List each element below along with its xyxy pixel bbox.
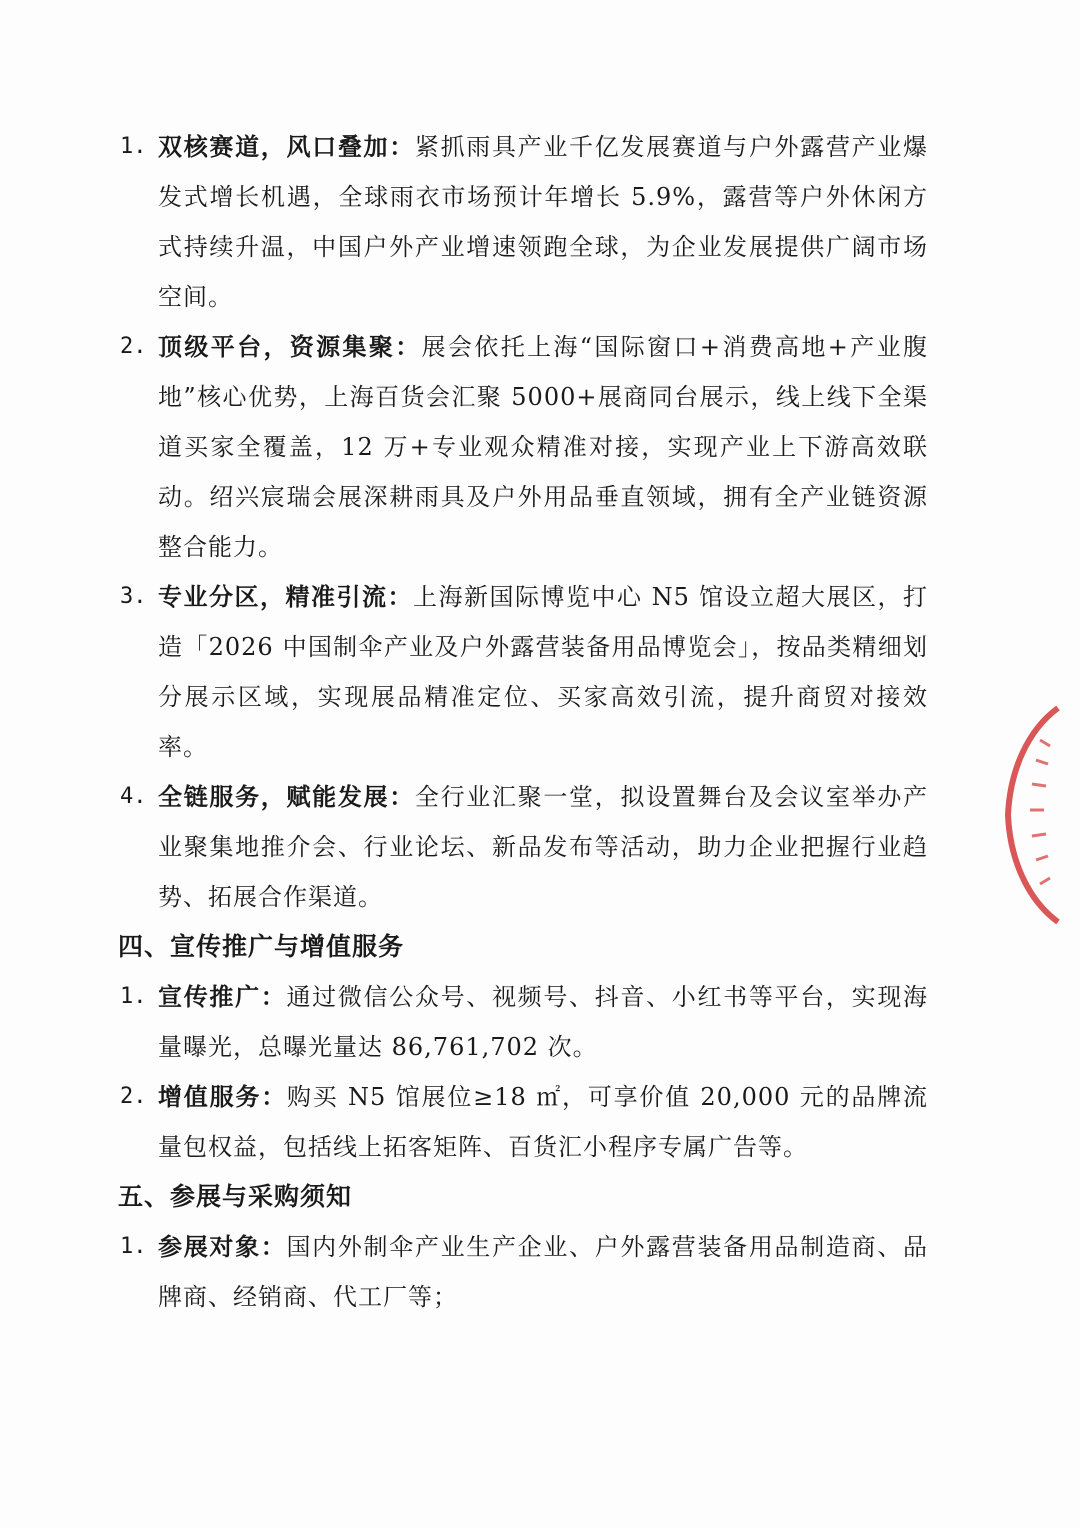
item-lead: 全链服务，赋能发展： — [158, 782, 415, 811]
list-item — [118, 322, 928, 572]
item-lead: 宣传推广： — [158, 982, 287, 1011]
item-body: 展会依托上海“国际窗口+消费高地+产业腹地”核心优势，上海百货会汇聚 5000+展商同台展示，线上线下全渠道买家全覆盖，12 万+专业观众精准对接，实现产业上下游高效联动。绍兴宸瑞会展深耕雨具及户外用品垂直领域，拥有全产业链资源整合能力。 — [158, 333, 928, 561]
item-text — [158, 322, 928, 572]
list-item — [118, 972, 928, 1072]
item-body: 全行业汇聚一堂，拟设置舞台及会议室举办产业聚集地推介会、行业论坛、新品发布等活动，助力企业把握行业趋势、拓展合作渠道。 — [158, 783, 929, 911]
item-body: 购买 N5 馆展位≥18 ㎡，可享价值 20,000 元的品牌流量包权益，包括线上拓客矩阵、百货汇小程序专属广告等。 — [158, 1083, 929, 1161]
list-item — [118, 1072, 928, 1172]
item-lead: 参展对象： — [158, 1232, 287, 1261]
item-body: 紧抓雨具产业千亿发展赛道与户外露营产业爆发式增长机遇，全球雨衣市场预计年增长 5.9%，露营等户外休闲方式持续升温，中国户外产业增速领跑全球，为企业发展提供广阔市场空间。 — [158, 133, 929, 311]
document-body — [118, 122, 928, 1322]
item-lead: 增值服务： — [158, 1082, 287, 1111]
list-item — [118, 772, 928, 922]
item-body: 通过微信公众号、视频号、抖音、小红书等平台，实现海量曝光，总曝光量达 86,761,702 次。 — [158, 983, 929, 1061]
item-lead: 专业分区，精准引流： — [158, 582, 413, 611]
item-body: 上海新国际博览中心 N5 馆设立超大展区，打造「2026 中国制伞产业及户外露营装备用品博览会」，按品类精细划分展示区域，实现展品精准定位、买家高效引流，提升商贸对接效率。 — [158, 583, 929, 761]
item-number: 1. — [120, 134, 147, 159]
item-number: 3. — [120, 584, 147, 609]
item-text — [158, 572, 928, 772]
item-text — [158, 972, 928, 1072]
item-lead: 双核赛道，风口叠加： — [158, 132, 415, 161]
list-item — [118, 1222, 928, 1322]
item-number: 2. — [120, 1084, 147, 1109]
item-number: 2. — [120, 334, 147, 359]
section-heading-promotion: 四、宣传推广与增值服务 — [118, 932, 405, 961]
item-number: 1. — [120, 984, 147, 1009]
seal-stamp-fragment — [988, 700, 1068, 930]
item-number: 4. — [120, 784, 147, 809]
item-body: 国内外制伞产业生产企业、户外露营装备用品制造商、品牌商、经销商、代工厂等； — [158, 1233, 929, 1311]
item-text — [158, 1072, 928, 1172]
item-number: 1. — [120, 1234, 147, 1259]
item-text — [158, 122, 928, 322]
item-text — [158, 1222, 928, 1322]
list-item — [118, 572, 928, 772]
list-item — [118, 122, 928, 322]
section-heading-exhibit-notice: 五、参展与采购须知 — [118, 1182, 353, 1211]
item-lead: 顶级平台，资源集聚： — [158, 332, 422, 361]
item-text — [158, 772, 928, 922]
